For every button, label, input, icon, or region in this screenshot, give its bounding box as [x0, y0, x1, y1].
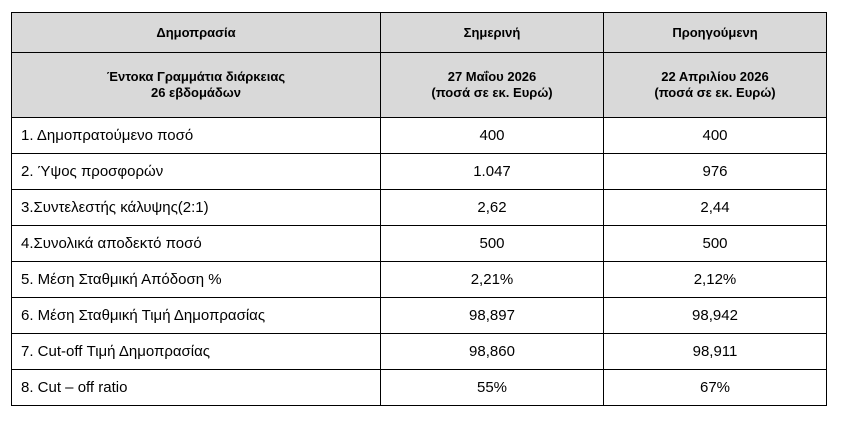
- row-previous-value: 976: [604, 154, 827, 190]
- row-current-value: 2,21%: [381, 262, 604, 298]
- header-current: Σημερινή: [381, 13, 604, 53]
- row-label: 4.Συνολικά αποδεκτό ποσό: [12, 226, 381, 262]
- row-current-value: 2,62: [381, 190, 604, 226]
- instrument-line1: Έντοκα Γραμμάτια διάρκειας: [106, 69, 286, 84]
- row-previous-value: 98,911: [604, 334, 827, 370]
- row-label: 6. Μέση Σταθμική Τιμή Δημοπρασίας: [12, 298, 381, 334]
- row-previous-value: 2,12%: [604, 262, 827, 298]
- row-current-value: 1.047: [381, 154, 604, 190]
- previous-date: 22 Απριλίου 2026: [661, 69, 769, 84]
- row-previous-value: 500: [604, 226, 827, 262]
- table-row: [12, 226, 827, 262]
- table-row: [12, 118, 827, 154]
- current-date: 27 Μαΐου 2026: [447, 69, 537, 84]
- instrument-cell: [12, 53, 381, 118]
- header-previous: Προηγούμενη: [604, 13, 827, 53]
- row-label: 1. Δημοπρατούμενο ποσό: [12, 118, 381, 154]
- row-previous-value: 67%: [604, 370, 827, 406]
- header-row: [12, 13, 827, 53]
- row-current-value: 55%: [381, 370, 604, 406]
- subheader-row: [12, 53, 827, 118]
- row-label: 3.Συντελεστής κάλυψης(2:1): [12, 190, 381, 226]
- row-previous-value: 400: [604, 118, 827, 154]
- row-label: 2. Ύψος προσφορών: [12, 154, 381, 190]
- row-previous-value: 2,44: [604, 190, 827, 226]
- row-current-value: 400: [381, 118, 604, 154]
- current-date-cell: [381, 53, 604, 118]
- table-row: [12, 262, 827, 298]
- row-previous-value: 98,942: [604, 298, 827, 334]
- table-row: [12, 154, 827, 190]
- previous-units: (ποσά σε εκ. Ευρώ): [654, 85, 776, 100]
- row-label: 5. Μέση Σταθμική Απόδοση %: [12, 262, 381, 298]
- row-label: 7. Cut-off Τιμή Δημοπρασίας: [12, 334, 381, 370]
- auction-results-table: [11, 12, 827, 406]
- row-label: 8. Cut – off ratio: [12, 370, 381, 406]
- table-row: [12, 370, 827, 406]
- table-row: [12, 334, 827, 370]
- instrument-line2: 26 εβδομάδων: [150, 85, 242, 100]
- header-auction: Δημοπρασία: [12, 13, 381, 53]
- previous-date-cell: [604, 53, 827, 118]
- row-current-value: 500: [381, 226, 604, 262]
- table-row: [12, 298, 827, 334]
- row-current-value: 98,897: [381, 298, 604, 334]
- row-current-value: 98,860: [381, 334, 604, 370]
- table-row: [12, 190, 827, 226]
- current-units: (ποσά σε εκ. Ευρώ): [431, 85, 553, 100]
